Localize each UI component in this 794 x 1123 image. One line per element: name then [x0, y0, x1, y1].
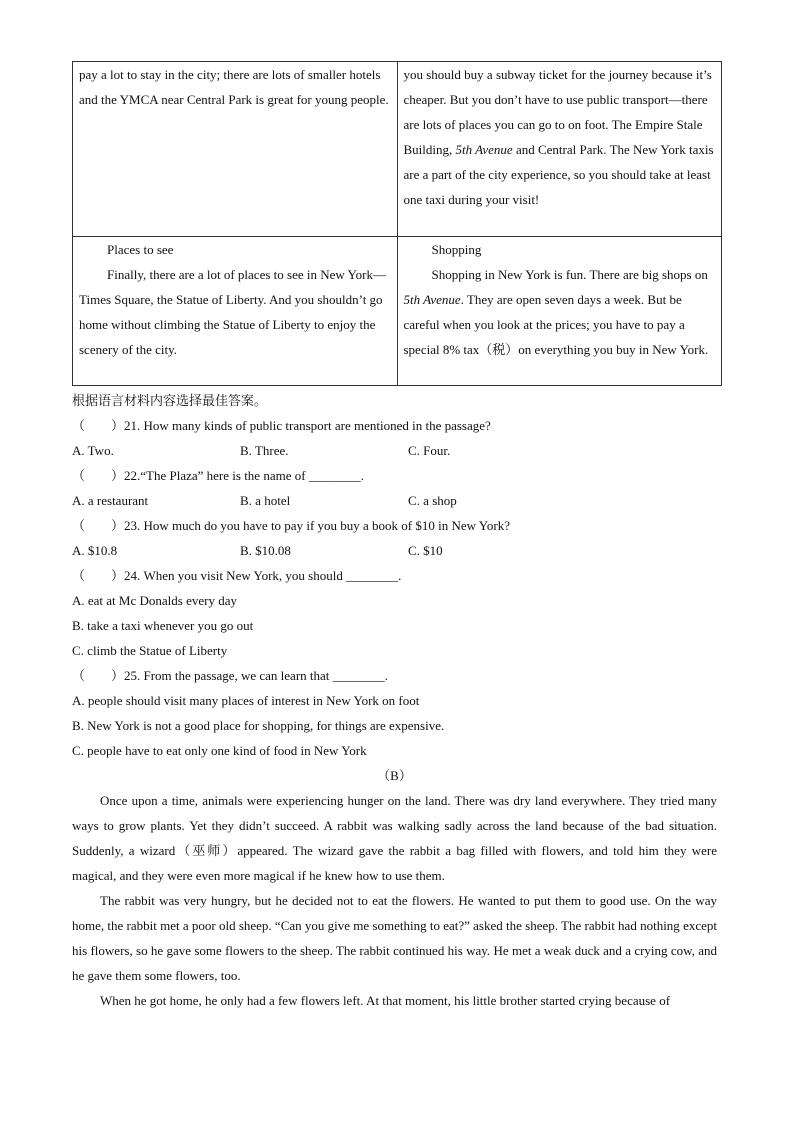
option: A. a restaurant: [72, 493, 149, 508]
shopping-text: Shopping in New York is fun. There are big shops on 5th Avenue. They are open seven days a week. But be careful when you look at the prices; you have to pay a special 8% tax（税）on everything you buy in New York.: [403, 267, 709, 357]
option: A. people should visit many places of interest in New York on foot: [72, 693, 420, 708]
paragraph: Once upon a time, animals were experiencing hunger on the land. There was dry land everywhere. They tried many ways to grow plants. Yet they didn’t succeed. A rabbit was walking sadly across the land because of the bad situation. Suddenly, a wizard（巫师）appeared. The wizard gave the rabbit a bag filled with flowers, and told him they were magical, and they were even more magical if he knew how to use them.: [72, 793, 717, 883]
table-cell-transport: [397, 62, 722, 237]
option: A. Two.: [72, 443, 114, 458]
question-section: [72, 388, 722, 763]
option: B. Three.: [240, 443, 289, 458]
table-cell-places: [73, 237, 398, 386]
question-25: （ ）25. From the passage, we can learn that ________.: [72, 668, 388, 683]
paragraph: The rabbit was very hungry, but he decided not to eat the flowers. He wanted to put them to good use. On the way home, the rabbit met a poor old sheep. “Can you give me something to eat?” asked the sheep. The rabbit had nothing except his flowers, so he gave some flowers to the sheep. The rabbit continued his way. He met a weak duck and a crying cow, and he gave them some flowers, too.: [72, 893, 717, 983]
option: B. a hotel: [240, 493, 291, 508]
option: B. $10.08: [240, 543, 291, 558]
option: C. a shop: [408, 493, 457, 508]
section-heading: （B）: [377, 768, 412, 783]
question-23: （ ）23. How much do you have to pay if you buy a book of $10 in New York?: [72, 518, 510, 533]
option: C. climb the Statue of Liberty: [72, 643, 228, 658]
option: A. $10.8: [72, 543, 118, 558]
option: A. eat at Mc Donalds every day: [72, 593, 237, 608]
question-22: （ ）22.“The Plaza” here is the name of ________.: [72, 468, 365, 483]
places-title: Places to see: [107, 242, 174, 257]
table-cell-accommodation: [73, 62, 398, 237]
question-21: （ ）21. How many kinds of public transport are mentioned in the passage?: [72, 418, 491, 433]
paragraph: When he got home, he only had a few flowers left. At that moment, his little brother started crying because of: [100, 993, 671, 1008]
table-row: [73, 62, 722, 237]
option: B. take a taxi whenever you go out: [72, 618, 254, 633]
reading-passage-b: [72, 763, 717, 1013]
places-text: Finally, there are a lot of places to see in New York—Times Square, the Statue of Liberty. And you shouldn’t go home without climbing the Statue of Liberty to enjoy the scenery of the city.: [79, 267, 386, 357]
new-york-guide-table: [72, 61, 722, 386]
shopping-title: Shopping: [431, 242, 482, 257]
options-23: [72, 538, 722, 563]
instruction: 根据语言材料内容选择最佳答案。: [72, 393, 268, 408]
table-row: [73, 237, 722, 386]
option: C. Four.: [408, 443, 451, 458]
table-cell-shopping: [397, 237, 722, 386]
accommodation-text: pay a lot to stay in the city; there are lots of smaller hotels and the YMCA near Central Park is great for young people.: [79, 67, 389, 107]
question-24: （ ）24. When you visit New York, you should ________.: [72, 568, 402, 583]
transport-text: you should buy a subway ticket for the journey because it’s cheaper. But you don’t have to use public transport—there are lots of places you can go to on foot. The Empire Stale Building, 5th Avenue and Central Park. The New York taxis are a part of the city experience, so you should take at least one taxi during your visit!: [403, 67, 714, 207]
option: C. people have to eat only one kind of food in New York: [72, 743, 367, 758]
option: C. $10: [408, 543, 443, 558]
options-21: [72, 438, 722, 463]
option: B. New York is not a good place for shopping, for things are expensive.: [72, 718, 445, 733]
options-22: [72, 488, 722, 513]
